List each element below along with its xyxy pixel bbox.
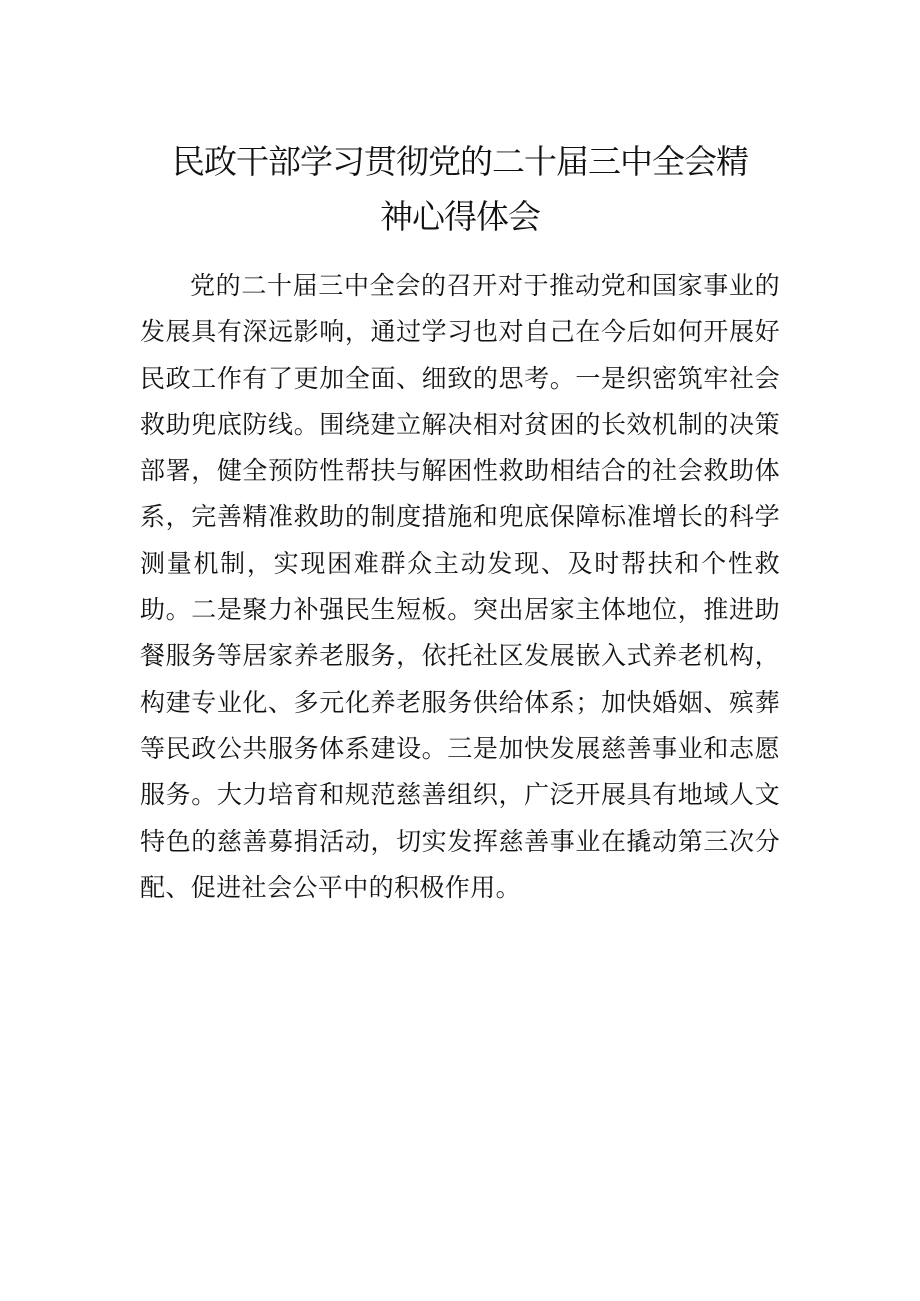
title-line-1: 民政干部学习贯彻党的二十届三中全会精 (172, 142, 748, 181)
document-title (140, 134, 780, 244)
body-paragraph: 党的二十届三中全会的召开对于推动党和国家事业的发展具有深远影响，通过学习也对自己在今后如何开展好民政工作有了更加全面、细致的思考。一是织密筑牢社会救助兜底防线。围绕建立解决相对贫困的长效机制的决策部署，健全预防性帮扶与解困性救助相结合的社会救助体系，完善精准救助的制度措施和兜底保障标准增长的科学测量机制，实现困难群众主动发现、及时帮扶和个性救助。二是聚力补强民生短板。突出居家主体地位，推进助餐服务等居家养老服务，依托社区发展嵌入式养老机构，构建专业化、多元化养老服务供给体系；加快婚姻、殡葬等民政公共服务体系建设。三是加快发展慈善事业和志愿服务。大力培育和规范慈善组织，广泛开展具有地域人文特色的慈善募捐活动，切实发挥慈善事业在撬动第三次分配、促进社会公平中的积极作用。 (140, 271, 780, 902)
title-line-2: 神心得体会 (380, 197, 540, 236)
